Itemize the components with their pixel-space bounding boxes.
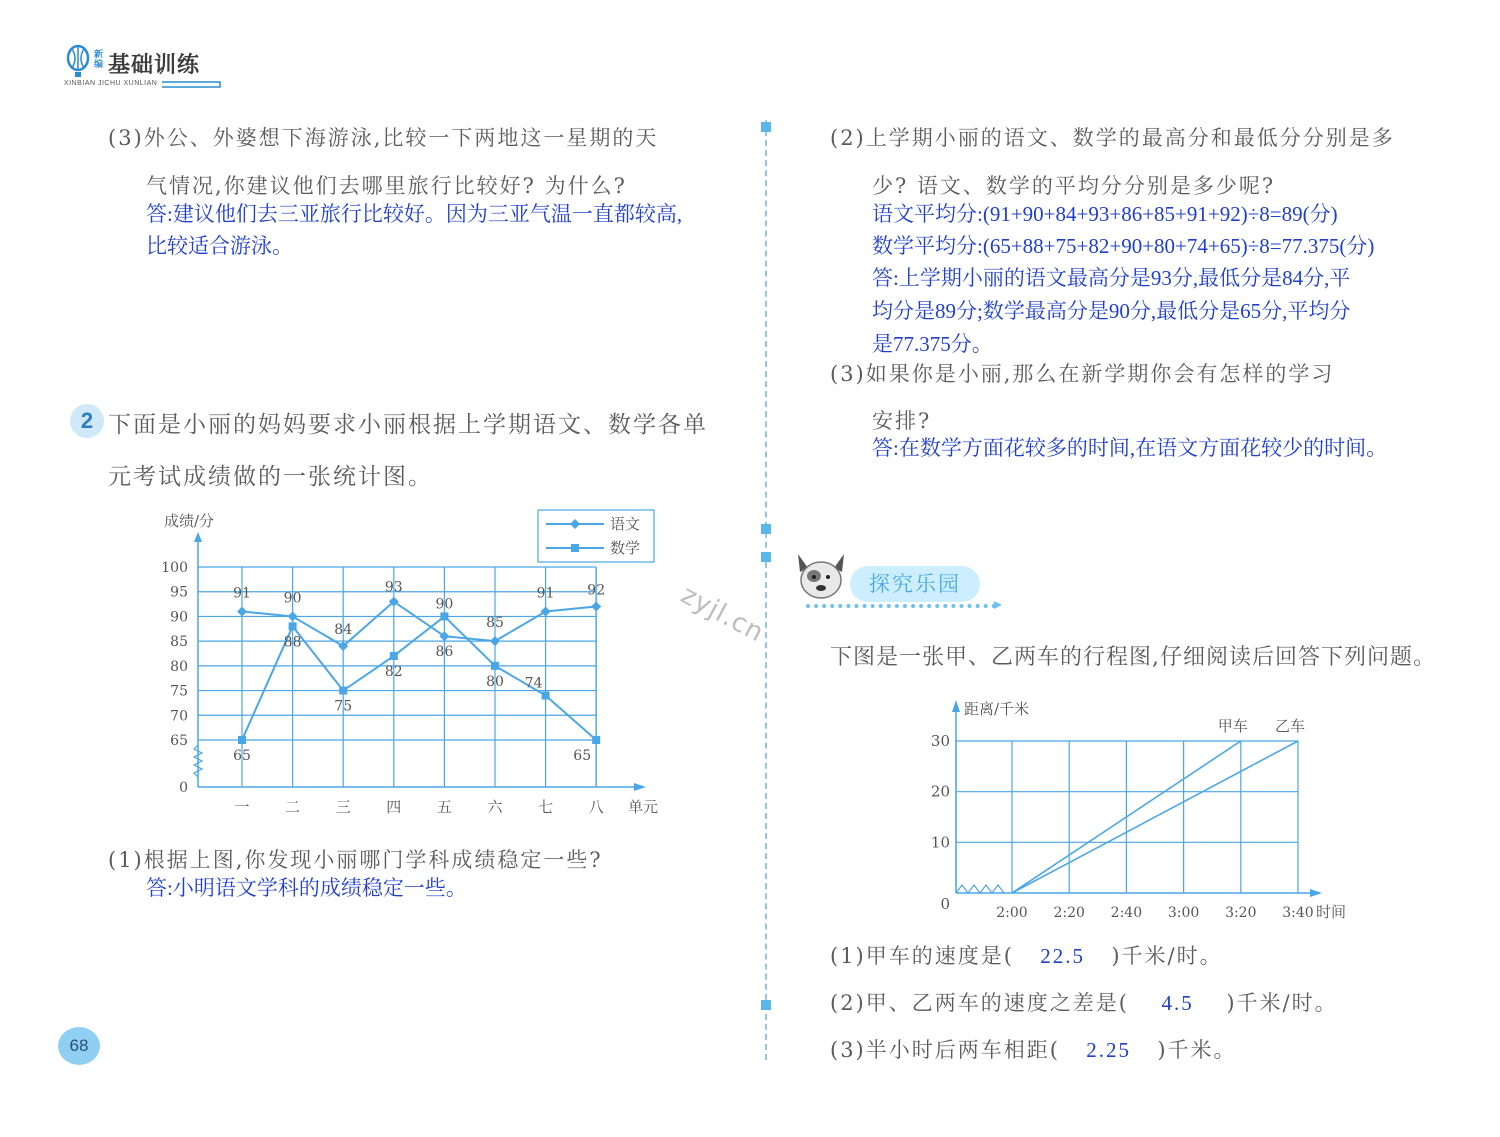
x-tick-label: 一 [234,798,250,816]
distance-chart-axes [952,700,1322,897]
y-tick-label: 80 [170,658,188,675]
math-point-marker [339,687,347,695]
right-ans-line3: 答:上学期小丽的语文最高分是93分,最低分是84分,平 [872,266,1351,290]
page-divider [765,120,767,1060]
y-tick-label: 0 [940,895,950,913]
logo-new-mark: 新编 [94,50,104,70]
x-tick-label: 3:00 [1167,905,1200,921]
x-axis-arrow [634,783,646,791]
x-tick-label: 2:40 [1110,905,1143,921]
left-sub1-answer: 答:小明语文学科的成绩稳定一些。 [146,876,467,900]
x-tick-label: 3:40 [1282,905,1314,921]
y-tick-label: 90 [170,609,188,626]
y-tick-label: 65 [170,733,188,749]
right-ans-line5: 是77.375分。 [872,332,993,356]
left-q3-answer-line2: 比较适合游泳。 [146,234,293,258]
y-tick-label: 70 [170,708,188,725]
divider-marker [761,122,771,132]
question-number-badge: 2 [70,404,104,438]
left-q2-line1: 下面是小丽的妈妈要求小丽根据上学期语文、数学各单 [108,412,708,438]
dog-mascot-icon [794,550,848,606]
score-line-chart [150,500,680,830]
x-tick-label: 2:20 [1053,905,1085,921]
watermark: zyjl.cn [675,580,770,649]
left-q2-line2: 元考试成绩做的一张统计图。 [108,464,433,490]
chinese-point-marker [237,606,247,616]
right-ans-math-avg: 数学平均分:(65+88+75+82+90+80+74+65)÷8=77.375(分) [872,234,1375,258]
fill-1-answer: 22.5 [1040,944,1086,968]
divider-marker [761,552,771,562]
y-tick-label: 10 [930,833,950,852]
math-point-label: 90 [435,596,454,613]
math-point-marker [542,692,550,700]
legend-chinese-label: 语文 [610,515,641,533]
chinese-point-label: 91 [233,585,251,602]
x-axis-arrow [1310,889,1322,897]
right-q3-line2: 安排? [872,409,932,433]
chinese-point-marker [490,636,500,646]
math-point-marker [440,612,448,620]
fill-2-answer: 4.5 [1161,991,1194,1015]
x-tick-label: 五 [436,798,452,816]
right-ans-line4: 均分是89分;数学最高分是90分,最低分是65分,平均分 [872,299,1351,323]
logo-subtitle: XINBIAN JICHU XUNLIAN [64,80,158,87]
y-tick-label: 100 [161,560,188,576]
chinese-point-label: 86 [435,644,454,661]
logo-title: 基础训练 [108,53,201,78]
car-b-line [1012,741,1298,893]
y-axis-title: 成绩/分 [164,512,215,530]
right-intro: 下图是一张甲、乙两车的行程图,仔细阅读后回答下列问题。 [830,645,1436,670]
distance-chart-series [1012,717,1305,893]
chinese-point-marker [591,602,601,612]
chinese-point-label: 91 [536,585,555,602]
math-point-label: 88 [283,634,302,651]
left-q3-answer-line1: 答:建议他们去三亚旅行比较好。因为三亚气温一直都较高, [146,202,683,226]
chinese-point-label: 92 [587,582,606,599]
left-q3-line2: 气情况,你建议他们去哪里旅行比较好? 为什么? [146,174,627,198]
right-q2-line1: (2)上学期小丽的语文、数学的最高分和最低分分别是多 [830,126,1395,150]
y-tick-label: 0 [179,780,188,796]
x-tick-label: 2:00 [996,905,1028,921]
divider-marker [761,1000,771,1010]
fill-question-1 [830,940,1223,970]
score-chart-series [233,580,605,764]
y-tick-label: 85 [170,634,188,651]
x-tick-label: 四 [386,798,402,816]
x-tick-label: 三 [335,798,351,816]
y-tick-label: 75 [170,683,188,700]
section-dotted-line [806,604,996,608]
score-chart-legend [538,510,654,562]
y-tick-label: 30 [930,732,950,750]
fill-1-suffix: )千米/时。 [1111,944,1223,968]
math-point-label: 74 [524,675,543,692]
axis-break-icon [956,885,1004,893]
fill-question-2 [830,987,1338,1017]
math-point-marker [390,652,398,660]
right-ans-chinese-avg: 语文平均分:(91+90+84+93+86+85+91+92)÷8=89(分) [872,202,1338,226]
right-q2-line2: 少? 语文、数学的平均分分别是多少呢? [872,174,1276,198]
distance-line-chart [920,690,1370,930]
section-title: 探究乐园 [850,566,980,602]
legend-math-label: 数学 [610,539,641,557]
page-number: 68 [58,1027,100,1065]
math-point-marker [289,622,297,630]
y-axis-arrow [952,700,960,712]
chinese-point-marker [288,611,298,621]
fill-3-suffix: )千米。 [1157,1038,1237,1062]
chinese-point-marker [541,606,551,616]
fill-3-prefix: (3)半小时后两车相距( [830,1038,1060,1062]
legend-math-marker [571,544,579,552]
car-b-label: 乙车 [1274,717,1306,735]
fill-question-3 [830,1034,1237,1064]
y-axis-arrow [194,532,202,542]
right-q3-answer: 答:在数学方面花较多的时间,在语文方面花较少的时间。 [872,436,1388,460]
x-axis-title: 单元 [628,798,659,816]
fill-2-suffix: )千米/时。 [1226,991,1338,1015]
left-sub1-question: (1)根据上图,你发现小丽哪门学科成绩稳定一些? [108,848,603,872]
x-tick-label: 七 [538,798,554,816]
math-point-label: 80 [486,673,504,690]
fill-2-prefix: (2)甲、乙两车的速度之差是( [830,991,1129,1015]
right-q3-line1: (3)如果你是小丽,那么在新学期你会有怎样的学习 [830,362,1335,386]
math-point-label: 75 [334,698,353,715]
chinese-point-label: 84 [334,622,353,639]
math-point-label: 65 [233,748,251,764]
fill-3-answer: 2.25 [1086,1038,1132,1062]
chinese-point-label: 90 [283,590,302,607]
math-point-marker [592,736,600,744]
x-axis-title: 时间 [1316,903,1347,921]
math-point-label: 82 [384,663,403,680]
arrow-right-icon [992,597,1008,613]
divider-marker [761,524,771,534]
car-a-label: 甲车 [1217,717,1248,735]
left-q3-line1: (3)外公、外婆想下海游泳,比较一下两地这一星期的天 [108,126,659,150]
fill-1-prefix: (1)甲车的速度是( [830,944,1014,968]
math-point-marker [238,736,246,744]
chinese-point-label: 93 [384,579,403,596]
x-tick-label: 八 [588,798,604,816]
x-tick-label: 3:20 [1225,905,1257,921]
x-tick-label: 六 [487,798,503,816]
x-tick-label: 二 [285,798,301,816]
math-point-marker [491,662,499,670]
y-tick-label: 20 [930,782,950,801]
chinese-point-label: 85 [486,615,504,632]
y-tick-label: 95 [170,584,188,601]
y-axis-title: 距离/千米 [964,700,1030,718]
math-point-label: 65 [573,748,592,764]
